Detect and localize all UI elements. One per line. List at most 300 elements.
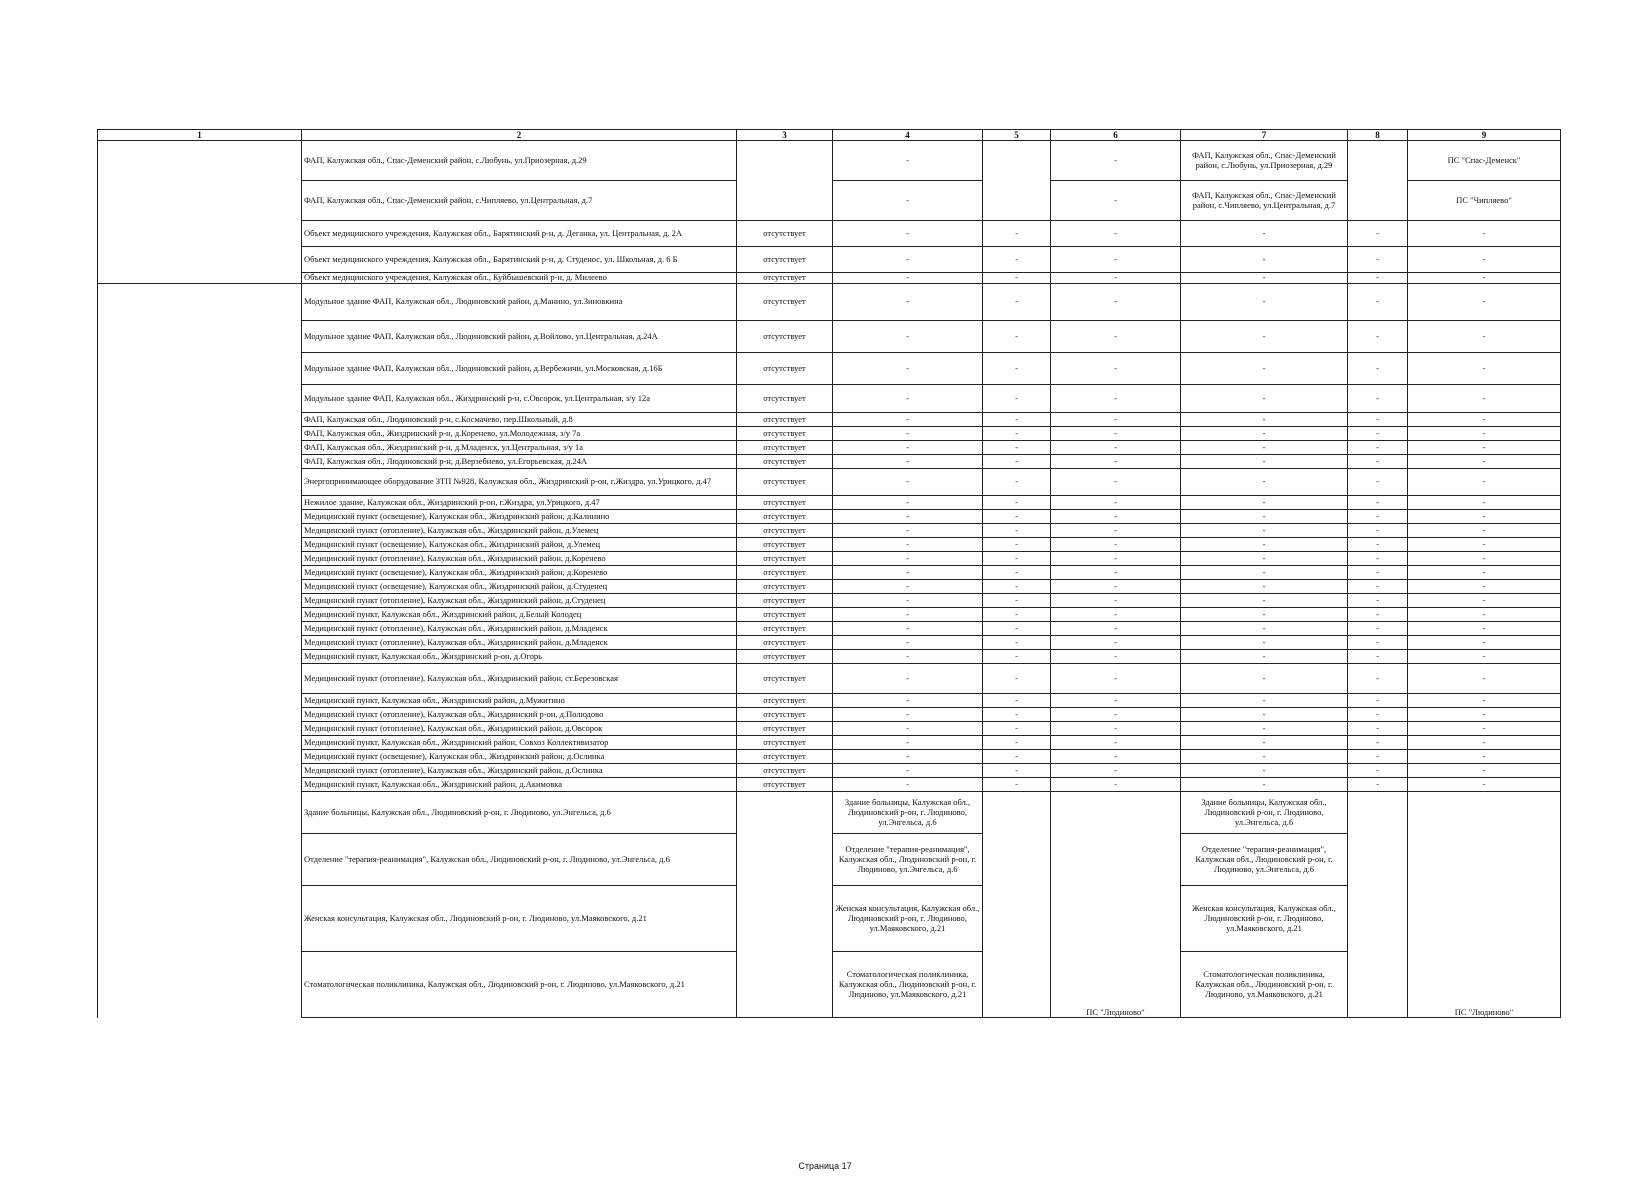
cell-col-9: - [1408, 764, 1561, 778]
cell-col-7: ФАП, Калужская обл., Спас-Деменский район, с.Чипляево, ул.Центральная, д.7 [1181, 181, 1348, 221]
cell-col-7: - [1181, 694, 1348, 708]
cell-col-5: - [983, 247, 1051, 273]
table-body [98, 141, 1561, 1018]
cell-col-7: - [1181, 566, 1348, 580]
cell-col-8 [1348, 141, 1408, 181]
cell-col-7: Здание больницы, Калужская обл., Людиновский р-он, г. Людиново, ул.Энгельса, д.6 [1181, 792, 1348, 834]
cell-col-2: Медицинский пункт (отопление), Калужская обл., Жиздринский р-он, д.Полюдово [302, 708, 737, 722]
cell-col-2: Медицинский пункт (отопление), Калужская обл., Жиздринский район, д.Ослинка [302, 764, 737, 778]
cell-col-5: - [983, 469, 1051, 496]
cell-col-9: - [1408, 413, 1561, 427]
cell-col-5: - [983, 694, 1051, 708]
cell-col-4: - [833, 664, 983, 694]
cell-col-8: - [1348, 694, 1408, 708]
cell-col-6: - [1051, 736, 1181, 750]
col-header-4: 4 [833, 130, 983, 141]
cell-col-7: - [1181, 385, 1348, 413]
cell-col-9 [1408, 834, 1561, 886]
cell-col-4: - [833, 284, 983, 321]
cell-col-3: отсутствует [737, 580, 833, 594]
cell-col-5: - [983, 552, 1051, 566]
cell-col-2: Медицинский пункт, Калужская обл., Жиздринский район, д.Мужитино [302, 694, 737, 708]
cell-col-2: Отделение "терапия-реанимация", Калужская обл., Людиновский р-он, г. Людиново, ул.Энгельса, д.6 [302, 834, 737, 886]
cell-col-6: - [1051, 221, 1181, 247]
col-header-3: 3 [737, 130, 833, 141]
cell-col-1 [98, 792, 302, 834]
cell-col-7: - [1181, 664, 1348, 694]
cell-col-2: Медицинский пункт (отопление), Калужская обл., Жиздринский район, д.Студенец [302, 594, 737, 608]
cell-col-2: Медицинский пункт (отопление), Калужская обл., Жиздринский район, д.Овсорок [302, 722, 737, 736]
cell-col-5: - [983, 427, 1051, 441]
cell-col-1 [98, 778, 302, 792]
cell-col-7: Стоматологическая поликлиника, Калужская обл., Людиновский р-он, г. Людиново, ул.Маяковского, д.21 [1181, 952, 1348, 1018]
cell-col-2: Медицинский пункт (освещение), Калужская обл., Жиздринский район, д.Улемец [302, 538, 737, 552]
cell-col-7: - [1181, 552, 1348, 566]
table-row [98, 580, 1561, 594]
cell-col-4: Стоматологическая поликлиника, Калужская обл., Людиновский р-он, г. Людиново, ул.Маяковского, д.21 [833, 952, 983, 1018]
cell-col-5 [983, 141, 1051, 181]
cell-col-9: - [1408, 650, 1561, 664]
table-row [98, 455, 1561, 469]
cell-col-1 [98, 510, 302, 524]
cell-col-2: ФАП, Калужская обл., Людиновский р-н, с.Космачево, пер.Школьный, д.8 [302, 413, 737, 427]
cell-col-4: - [833, 538, 983, 552]
cell-col-6: - [1051, 750, 1181, 764]
cell-col-2: ФАП, Калужская обл., Жиздринский р-н, д.Коренево, ул.Молодежная, з/у 7а [302, 427, 737, 441]
cell-col-7: - [1181, 427, 1348, 441]
cell-col-8: - [1348, 566, 1408, 580]
cell-col-3: отсутствует [737, 455, 833, 469]
cell-col-3: отсутствует [737, 385, 833, 413]
cell-col-3: отсутствует [737, 750, 833, 764]
cell-col-3: отсутствует [737, 538, 833, 552]
cell-col-1 [98, 469, 302, 496]
cell-col-2: Медицинский пункт (отопление), Калужская обл., Жиздринский район, д.Улемец [302, 524, 737, 538]
cell-col-4: - [833, 427, 983, 441]
cell-col-9: - [1408, 510, 1561, 524]
cell-col-2: Медицинский пункт (освещение), Калужская обл., Жиздринский район, д.Ослинка [302, 750, 737, 764]
cell-col-1 [98, 455, 302, 469]
cell-col-1 [98, 664, 302, 694]
cell-col-3 [737, 834, 833, 886]
cell-col-3: отсутствует [737, 722, 833, 736]
cell-col-3: отсутствует [737, 664, 833, 694]
cell-col-4: - [833, 413, 983, 427]
table-row [98, 469, 1561, 496]
cell-col-9: - [1408, 750, 1561, 764]
cell-col-3: отсутствует [737, 469, 833, 496]
cell-col-8: - [1348, 455, 1408, 469]
cell-col-6 [1051, 886, 1181, 952]
cell-col-3: отсутствует [737, 524, 833, 538]
cell-col-8 [1348, 834, 1408, 886]
cell-col-9: - [1408, 284, 1561, 321]
cell-col-8: - [1348, 510, 1408, 524]
cell-col-8: - [1348, 636, 1408, 650]
col-header-2: 2 [302, 130, 737, 141]
cell-col-6: - [1051, 441, 1181, 455]
cell-col-6: - [1051, 664, 1181, 694]
cell-col-7: ФАП, Калужская обл., Спас-Деменский район, с.Любунь, ул.Приозерная, д.29 [1181, 141, 1348, 181]
cell-col-8 [1348, 181, 1408, 221]
cell-col-9 [1408, 886, 1561, 952]
cell-col-3: отсутствует [737, 608, 833, 622]
cell-col-2: ФАП, Калужская обл., Людиновский р-н, д.Верзебнево, ул.Егорьевская, д.24А [302, 455, 737, 469]
cell-col-1 [98, 141, 302, 181]
cell-col-5: - [983, 321, 1051, 353]
cell-col-8: - [1348, 221, 1408, 247]
cell-col-8: - [1348, 764, 1408, 778]
table-row [98, 413, 1561, 427]
cell-col-5 [983, 834, 1051, 886]
table-row [98, 650, 1561, 664]
table-row [98, 221, 1561, 247]
col-header-1: 1 [98, 130, 302, 141]
cell-col-4: - [833, 353, 983, 385]
cell-col-7: - [1181, 636, 1348, 650]
cell-col-3: отсутствует [737, 778, 833, 792]
cell-col-6: - [1051, 455, 1181, 469]
cell-col-8: - [1348, 385, 1408, 413]
cell-col-5: - [983, 708, 1051, 722]
cell-col-6: - [1051, 778, 1181, 792]
cell-col-9: - [1408, 552, 1561, 566]
cell-col-5: - [983, 664, 1051, 694]
cell-col-5 [983, 181, 1051, 221]
cell-col-7: - [1181, 273, 1348, 284]
cell-col-7: - [1181, 622, 1348, 636]
cell-col-4: - [833, 694, 983, 708]
cell-col-4: - [833, 221, 983, 247]
cell-col-7: - [1181, 455, 1348, 469]
cell-col-1 [98, 952, 302, 1018]
cell-col-2: Медицинский пункт (отопление), Калужская обл., Жиздринский район, д.Младенск [302, 622, 737, 636]
cell-col-8: - [1348, 580, 1408, 594]
cell-col-5 [983, 886, 1051, 952]
cell-col-4: - [833, 594, 983, 608]
cell-col-4: - [833, 650, 983, 664]
cell-col-5: - [983, 636, 1051, 650]
cell-col-5: - [983, 608, 1051, 622]
cell-col-8: - [1348, 413, 1408, 427]
cell-col-5 [983, 792, 1051, 834]
cell-col-5: - [983, 650, 1051, 664]
cell-col-9: - [1408, 524, 1561, 538]
cell-col-1 [98, 413, 302, 427]
cell-col-5: - [983, 538, 1051, 552]
table-row [98, 736, 1561, 750]
cell-col-9: - [1408, 469, 1561, 496]
cell-col-7: - [1181, 722, 1348, 736]
cell-col-7: - [1181, 650, 1348, 664]
cell-col-7: - [1181, 764, 1348, 778]
cell-col-5: - [983, 273, 1051, 284]
cell-col-3 [737, 181, 833, 221]
cell-col-1 [98, 708, 302, 722]
table-row [98, 524, 1561, 538]
cell-col-1 [98, 580, 302, 594]
cell-col-8 [1348, 952, 1408, 1018]
cell-col-4: - [833, 778, 983, 792]
table-row [98, 594, 1561, 608]
cell-col-4: Отделение "терапия-реанимация", Калужская обл., Людиновский р-он, г. Людиново, ул.Энгельса, д.6 [833, 834, 983, 886]
cell-col-6: - [1051, 608, 1181, 622]
cell-col-4: - [833, 552, 983, 566]
cell-col-1 [98, 566, 302, 580]
cell-col-7: - [1181, 510, 1348, 524]
cell-col-4: - [833, 708, 983, 722]
cell-col-4: - [833, 247, 983, 273]
cell-col-8: - [1348, 608, 1408, 622]
table-row [98, 778, 1561, 792]
cell-col-6 [1051, 792, 1181, 834]
cell-col-9: ПС "Спас-Деменск" [1408, 141, 1561, 181]
table-row [98, 886, 1561, 952]
cell-col-7: - [1181, 594, 1348, 608]
cell-col-8 [1348, 792, 1408, 834]
cell-col-3: отсутствует [737, 650, 833, 664]
cell-col-6: - [1051, 181, 1181, 221]
cell-col-1 [98, 750, 302, 764]
table-row [98, 385, 1561, 413]
cell-col-9: - [1408, 622, 1561, 636]
cell-col-2: ФАП, Калужская обл., Спас-Деменский район, с.Чипляево, ул.Центральная, д.7 [302, 181, 737, 221]
cell-col-2: ФАП, Калужская обл., Спас-Деменский район, с.Любунь, ул.Приозерная, д.29 [302, 141, 737, 181]
cell-col-1 [98, 273, 302, 284]
cell-col-8: - [1348, 427, 1408, 441]
cell-col-9: - [1408, 664, 1561, 694]
cell-col-9: - [1408, 247, 1561, 273]
cell-col-3 [737, 792, 833, 834]
cell-col-8: - [1348, 321, 1408, 353]
table-row [98, 608, 1561, 622]
cell-col-5: - [983, 353, 1051, 385]
cell-col-2: Модульное здание ФАП, Калужская обл., Людиновский район, д.Манино, ул.Зиновкина [302, 284, 737, 321]
cell-col-5: - [983, 750, 1051, 764]
cell-col-7: - [1181, 736, 1348, 750]
cell-col-2: Нежилое здание, Калужская обл., Жиздринский р-он, г.Жиздра, ул.Урицкого, д.47 [302, 496, 737, 510]
cell-col-9: - [1408, 353, 1561, 385]
table-row [98, 834, 1561, 886]
cell-col-7: - [1181, 247, 1348, 273]
cell-col-8: - [1348, 496, 1408, 510]
cell-col-6: - [1051, 538, 1181, 552]
cell-col-4: - [833, 321, 983, 353]
cell-col-1 [98, 650, 302, 664]
cell-col-6: - [1051, 566, 1181, 580]
cell-col-5: - [983, 594, 1051, 608]
cell-col-9: - [1408, 722, 1561, 736]
document-table [97, 129, 1561, 1018]
cell-col-6: - [1051, 284, 1181, 321]
cell-col-8: - [1348, 441, 1408, 455]
cell-col-4: - [833, 580, 983, 594]
cell-col-6: - [1051, 764, 1181, 778]
cell-col-4: - [833, 441, 983, 455]
table-row [98, 181, 1561, 221]
column-number-row [98, 130, 1561, 141]
cell-col-9: - [1408, 694, 1561, 708]
table-row [98, 284, 1561, 321]
cell-col-6 [1051, 834, 1181, 886]
cell-col-5 [983, 952, 1051, 1018]
cell-col-4: - [833, 455, 983, 469]
cell-col-4: - [833, 736, 983, 750]
cell-col-8: - [1348, 778, 1408, 792]
table-row [98, 273, 1561, 284]
cell-col-7: Женская консультация, Калужская обл., Людиновский р-он, г. Людиново, ул.Маяковского, д.21 [1181, 886, 1348, 952]
cell-col-9: ПС "Чипляево" [1408, 181, 1561, 221]
cell-col-4: - [833, 496, 983, 510]
table-row [98, 552, 1561, 566]
cell-col-3: отсутствует [737, 708, 833, 722]
cell-col-1 [98, 736, 302, 750]
cell-col-8: - [1348, 538, 1408, 552]
cell-col-8: - [1348, 273, 1408, 284]
cell-col-5: - [983, 764, 1051, 778]
cell-col-1 [98, 608, 302, 622]
cell-col-2: Объект медицинского учреждения, Калужская обл., Куйбышевский р-н, д. Милеево [302, 273, 737, 284]
cell-col-7: Отделение "терапия-реанимация", Калужская обл., Людиновский р-он, г. Людиново, ул.Энгельса, д.6 [1181, 834, 1348, 886]
cell-col-1 [98, 722, 302, 736]
cell-col-6: - [1051, 385, 1181, 413]
cell-col-2: Стоматологическая поликлиника, Калужская обл., Людиновский р-он, г. Людиново, ул.Маяковского, д.21 [302, 952, 737, 1018]
cell-col-6: - [1051, 622, 1181, 636]
cell-col-6: - [1051, 722, 1181, 736]
cell-col-6: ПС "Людиново" [1051, 952, 1181, 1018]
cell-col-6: - [1051, 524, 1181, 538]
cell-col-6: - [1051, 247, 1181, 273]
cell-col-2: Медицинский пункт, Калужская обл., Жиздринский район, д.Белый Колодец [302, 608, 737, 622]
cell-col-8: - [1348, 594, 1408, 608]
cell-col-7: - [1181, 496, 1348, 510]
cell-col-3: отсутствует [737, 284, 833, 321]
cell-col-2: Модульное здание ФАП, Калужская обл., Людиновский район, д.Вербежичи, ул.Московская, д.16Б [302, 353, 737, 385]
cell-col-5: - [983, 566, 1051, 580]
cell-col-7: - [1181, 750, 1348, 764]
cell-col-5: - [983, 413, 1051, 427]
cell-col-2: ФАП, Калужская обл., Жиздринский р-н, д.Младенск, ул.Центральная, з/у 1а [302, 441, 737, 455]
cell-col-8: - [1348, 664, 1408, 694]
cell-col-5: - [983, 455, 1051, 469]
cell-col-1 [98, 834, 302, 886]
cell-col-6: - [1051, 510, 1181, 524]
cell-col-6: - [1051, 580, 1181, 594]
cell-col-4: - [833, 750, 983, 764]
cell-col-2: Модульное здание ФАП, Калужская обл., Людиновский район, д.Войлово, ул.Центральная, д.24А [302, 321, 737, 353]
cell-col-1 [98, 552, 302, 566]
table-row [98, 664, 1561, 694]
cell-col-5: - [983, 510, 1051, 524]
cell-col-9: - [1408, 273, 1561, 284]
cell-col-4: - [833, 181, 983, 221]
cell-col-7: - [1181, 469, 1348, 496]
cell-col-9: - [1408, 441, 1561, 455]
cell-col-3: отсутствует [737, 694, 833, 708]
cell-col-3: отсутствует [737, 496, 833, 510]
cell-col-7: - [1181, 413, 1348, 427]
cell-col-9: - [1408, 496, 1561, 510]
cell-col-6: - [1051, 594, 1181, 608]
cell-col-3 [737, 141, 833, 181]
cell-col-9 [1408, 792, 1561, 834]
cell-col-8: - [1348, 622, 1408, 636]
cell-col-1 [98, 385, 302, 413]
cell-col-2: Медицинский пункт (освещение), Калужская обл., Жиздринский район, д.Студенец [302, 580, 737, 594]
cell-col-3: отсутствует [737, 413, 833, 427]
cell-col-7: - [1181, 778, 1348, 792]
cell-col-1 [98, 538, 302, 552]
cell-col-5: - [983, 778, 1051, 792]
table-row [98, 952, 1561, 1018]
cell-col-1 [98, 622, 302, 636]
table-row [98, 496, 1561, 510]
cell-col-1 [98, 764, 302, 778]
page-number: Страница 17 [798, 1161, 852, 1171]
cell-col-6: - [1051, 650, 1181, 664]
cell-col-8 [1348, 886, 1408, 952]
cell-col-1 [98, 321, 302, 353]
cell-col-6: - [1051, 496, 1181, 510]
cell-col-1 [98, 353, 302, 385]
cell-col-6: - [1051, 694, 1181, 708]
cell-col-8: - [1348, 247, 1408, 273]
cell-col-2: Медицинский пункт (отопление), Калужская обл., Жиздринский район, ст.Березовская [302, 664, 737, 694]
cell-col-6: - [1051, 321, 1181, 353]
cell-col-9: ПС "Людиново" [1408, 952, 1561, 1018]
cell-col-1 [98, 441, 302, 455]
cell-col-9: - [1408, 566, 1561, 580]
cell-col-1 [98, 181, 302, 221]
cell-col-2: Медицинский пункт (освещение), Калужская обл., Жиздринский район, д.Калинино [302, 510, 737, 524]
cell-col-1 [98, 594, 302, 608]
cell-col-9: - [1408, 385, 1561, 413]
cell-col-5: - [983, 385, 1051, 413]
table-row [98, 764, 1561, 778]
cell-col-6: - [1051, 469, 1181, 496]
cell-col-3: отсутствует [737, 221, 833, 247]
cell-col-6: - [1051, 413, 1181, 427]
cell-col-5: - [983, 736, 1051, 750]
cell-col-9: - [1408, 427, 1561, 441]
cell-col-3 [737, 952, 833, 1018]
cell-col-2: Медицинский пункт, Калужская обл., Жиздринский р-он, д.Огорь [302, 650, 737, 664]
col-header-7: 7 [1181, 130, 1348, 141]
cell-col-4: - [833, 608, 983, 622]
table-row [98, 427, 1561, 441]
cell-col-1 [98, 427, 302, 441]
table-row [98, 321, 1561, 353]
table-row [98, 441, 1561, 455]
cell-col-3: отсутствует [737, 273, 833, 284]
cell-col-1 [98, 886, 302, 952]
cell-col-2: Медицинский пункт, Калужская обл., Жиздринский район, д.Акимовка [302, 778, 737, 792]
cell-col-5: - [983, 221, 1051, 247]
cell-col-7: - [1181, 221, 1348, 247]
cell-col-4: Здание больницы, Калужская обл., Людиновский р-он, г. Людиново, ул.Энгельса, д.6 [833, 792, 983, 834]
table-row [98, 538, 1561, 552]
cell-col-2: Объект медицинского учреждения, Калужская обл., Барятинский р-н, д. Деганка, ул. Центральная, д. 2А [302, 221, 737, 247]
col-header-5: 5 [983, 130, 1051, 141]
cell-col-5: - [983, 722, 1051, 736]
cell-col-9: - [1408, 608, 1561, 622]
cell-col-2: Объект медицинского учреждения, Калужская обл., Барятинский р-н, д. Студенос, ул. Школьная, д. 6 Б [302, 247, 737, 273]
cell-col-9: - [1408, 594, 1561, 608]
cell-col-5: - [983, 441, 1051, 455]
table-row [98, 694, 1561, 708]
cell-col-8: - [1348, 524, 1408, 538]
cell-col-7: - [1181, 284, 1348, 321]
